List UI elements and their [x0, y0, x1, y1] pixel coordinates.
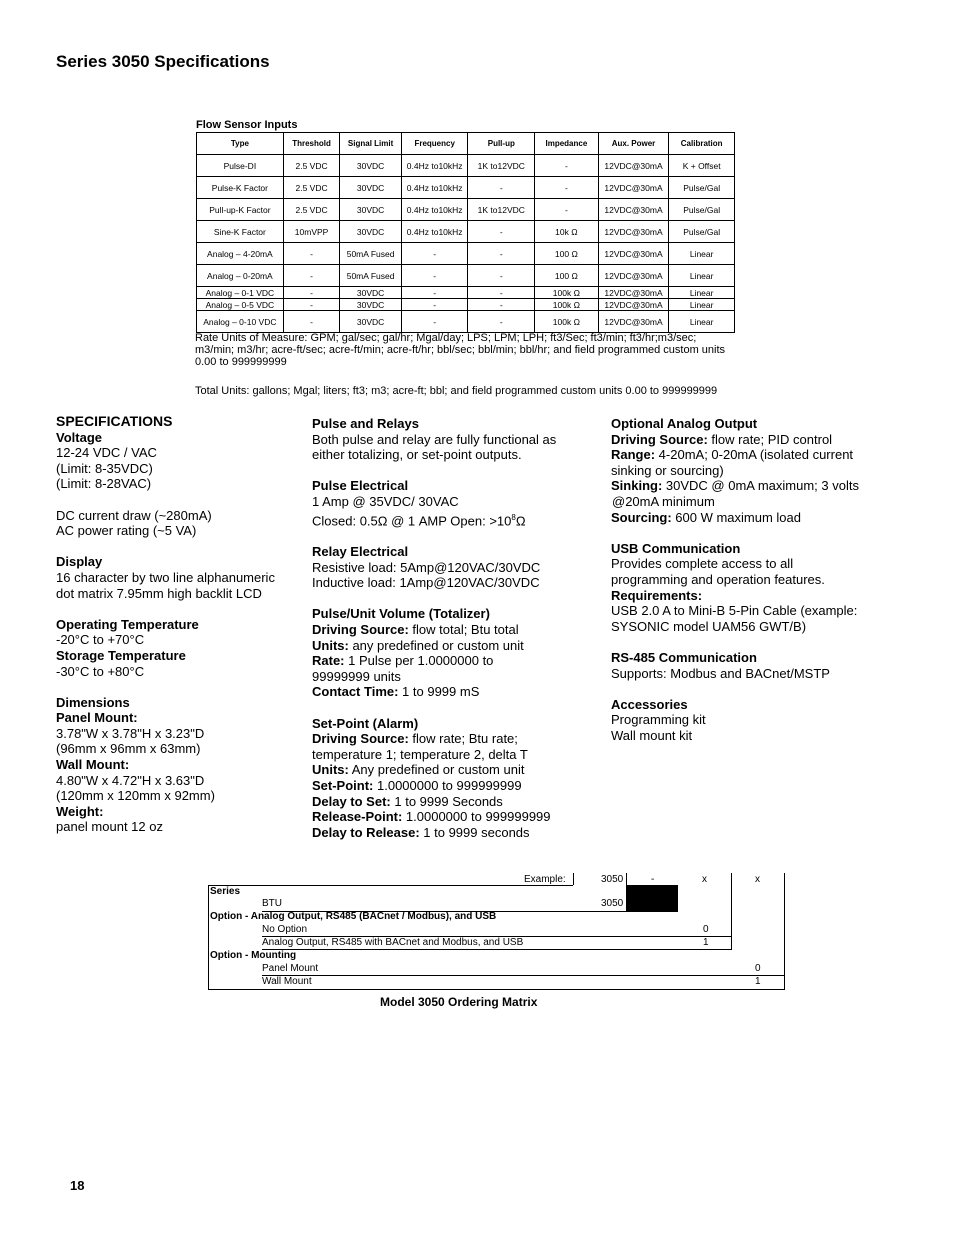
table-cell: 30VDC: [340, 199, 402, 221]
table-cell: 2.5 VDC: [283, 199, 340, 221]
table-row: [197, 221, 735, 243]
storage-temperature-heading: Storage Temperature: [56, 647, 186, 663]
table-cell: 30VDC: [340, 287, 402, 299]
series-code-fill: [626, 885, 678, 912]
pulse-electrical-line-1: 1 Amp @ 35VDC/ 30VAC: [312, 493, 459, 509]
wall-mount-heading: Wall Mount:: [56, 757, 130, 773]
display-heading: Display: [56, 554, 103, 570]
table-cell: Analog – 0-1 VDC: [197, 287, 284, 299]
table-cell: 100k Ω: [535, 287, 599, 299]
table-cell: 100 Ω: [535, 265, 599, 287]
usb-line-2: programming and operation features.: [611, 571, 825, 587]
totalizer-units: Units: any predefined or custom unit: [312, 637, 524, 653]
rate-units-text: Rate Units of Measure: GPM; gal/sec; gal/hr; Mgal/day; LPS; LPM; LPH; ft3/Sec; ft3/min; ft3/hr;m3/sec; m3/min; m3/hr; acre-ft/sec; acre-ft/min; acre-ft/hr; bbl/sec; bbl/min; bbl/hr; and field programmed custom units 0.00 to 999999999: [195, 332, 726, 368]
table-cell: Sine-K Factor: [197, 221, 284, 243]
totalizer-contact-time: Contact Time: 1 to 9999 mS: [312, 684, 480, 700]
relay-electrical-heading: Relay Electrical: [312, 544, 409, 560]
table-cell: -: [283, 299, 340, 311]
setpoint-driving-source: Driving Source: flow rate; Btu rate;: [312, 731, 518, 747]
totalizer-driving-source: Driving Source: flow total; Btu total: [312, 622, 519, 638]
panel-mount-mm: (96mm x 96mm x 63mm): [56, 741, 201, 757]
operating-temperature-heading: Operating Temperature: [56, 616, 199, 632]
units-notes: [195, 332, 735, 397]
dimensions-heading: Dimensions: [56, 694, 130, 710]
no-option-label: No Option: [262, 924, 308, 935]
table-cell: 100 Ω: [535, 243, 599, 265]
table-cell: 100k Ω: [535, 311, 599, 333]
example-x1: x: [702, 874, 707, 885]
table-cell: Pulse/Gal: [669, 199, 735, 221]
table-header-row: [197, 133, 735, 155]
accessory-programming-kit: Programming kit: [611, 712, 706, 728]
table-cell: 12VDC@30mA: [598, 199, 669, 221]
table-cell: Pulse/Gal: [669, 221, 735, 243]
analog-output-heading: Optional Analog Output: [611, 416, 758, 431]
voltage-limit-dc: (Limit: 8-35VDC): [56, 460, 153, 476]
table-cell: Pulse-DI: [197, 155, 284, 177]
table-cell: 1K to12VDC: [468, 199, 535, 221]
panel-mount-label: Panel Mount: [262, 963, 319, 974]
table-cell: -: [535, 199, 599, 221]
column-header: Threshold: [283, 133, 340, 155]
setpoint-release-point: Release-Point: 1.0000000 to 999999999: [312, 809, 551, 825]
table-cell: Pulse/Gal: [669, 177, 735, 199]
page-number: 18: [70, 1178, 85, 1193]
column-header: Signal Limit: [340, 133, 402, 155]
analog-output-driving-source: Driving Source: flow rate; PID control: [611, 431, 833, 447]
table-cell: -: [468, 177, 535, 199]
rs485-heading: RS-485 Communication: [611, 649, 757, 665]
setpoint-units: Units: Any predefined or custom unit: [312, 762, 525, 778]
table-cell: -: [401, 265, 468, 287]
total-units-text: Total Units: gallons; Mgal; liters; ft3; m3; acre-ft; bbl; and field programmed custom units 0.00 to 999999999: [195, 385, 718, 397]
table-cell: Linear: [669, 265, 735, 287]
operating-temperature-value: -20°C to +70°C: [56, 632, 145, 648]
voltage-value: 12-24 VDC / VAC: [56, 445, 157, 461]
example-dash: -: [651, 874, 655, 885]
usb-line-1: Provides complete access to all: [611, 556, 794, 572]
table-cell: 30VDC: [340, 155, 402, 177]
ordering-matrix-caption: Model 3050 Ordering Matrix: [380, 995, 538, 1009]
table-cell: -: [283, 311, 340, 333]
pulse-relays-heading: Pulse and Relays: [312, 416, 419, 431]
table-cell: -: [535, 177, 599, 199]
column-header: Calibration: [669, 133, 735, 155]
pulse-relays-line-2: either totalizing, or set-point outputs.: [312, 447, 522, 463]
relay-inductive-load: Inductive load: 1Amp@120VAC/30VDC: [312, 575, 540, 591]
table-cell: Linear: [669, 243, 735, 265]
wall-mount-mm: (120mm x 120mm x 92mm): [56, 788, 215, 804]
table-cell: -: [468, 299, 535, 311]
analog-option-code: 1: [703, 937, 709, 948]
series-heading: Series: [210, 886, 241, 897]
page-title: Series 3050 Specifications: [56, 52, 270, 71]
table-cell: 12VDC@30mA: [598, 265, 669, 287]
output-communication-column: [611, 416, 911, 743]
table-cell: 50mA Fused: [340, 265, 402, 287]
table-cell: 12VDC@30mA: [598, 311, 669, 333]
setpoint-delay-to-set: Delay to Set: 1 to 9999 Seconds: [312, 793, 503, 809]
table-cell: 30VDC: [340, 311, 402, 333]
table-cell: 12VDC@30mA: [598, 177, 669, 199]
table-cell: -: [468, 221, 535, 243]
table-cell: 12VDC@30mA: [598, 243, 669, 265]
pulse-electrical-heading: Pulse Electrical: [312, 478, 409, 494]
analog-output-sinking-cont: @20mA minimum: [612, 493, 715, 509]
table-cell: -: [283, 265, 340, 287]
example-model: 3050: [601, 874, 624, 885]
table-cell: 30VDC: [340, 177, 402, 199]
table-cell: -: [401, 299, 468, 311]
table-cell: Analog – 4-20mA: [197, 243, 284, 265]
specifications-heading: SPECIFICATIONS: [56, 413, 173, 429]
table-cell: Analog – 0-20mA: [197, 265, 284, 287]
totalizer-rate-cont: 99999999 units: [312, 668, 401, 684]
ac-power-rating: AC power rating (~5 VA): [56, 523, 197, 539]
wall-mount-inches: 4.80"W x 4.72"H x 3.63"D: [56, 772, 205, 788]
table-row: [197, 243, 735, 265]
analog-output-range: Range: 4-20mA; 0-20mA (isolated current: [611, 447, 854, 463]
panel-mount-inches: 3.78"W x 3.78"H x 3.23"D: [56, 725, 205, 741]
pulse-electrical-line-2: Closed: 0.5Ω @ 1 AMP Open: $>10^8\Omega$: [312, 512, 526, 528]
voltage-limit-ac: (Limit: 8-28VAC): [56, 476, 152, 492]
setpoint-driving-source-cont: temperature 1; temperature 2, delta T: [312, 746, 528, 762]
example-x2: x: [755, 874, 760, 885]
storage-temperature-value: -30°C to +80°C: [56, 663, 145, 679]
setpoint-delay-to-release: Delay to Release: 1 to 9999 seconds: [312, 824, 530, 840]
table-cell: Linear: [669, 299, 735, 311]
table-cell: 0.4Hz to10kHz: [401, 155, 468, 177]
table-cell: 100k Ω: [535, 299, 599, 311]
weight-heading: Weight:: [56, 803, 104, 819]
column-header: Frequency: [401, 133, 468, 155]
relay-resistive-load: Resistive load: 5Amp@120VAC/30VDC: [312, 559, 541, 575]
table-row: [197, 311, 735, 333]
weight-value: panel mount 12 oz: [56, 819, 163, 835]
column-header: Aux. Power: [598, 133, 669, 155]
analog-option-label: Analog Output, RS485 with BACnet and Modbus, and USB: [262, 937, 524, 948]
analog-output-sourcing: Sourcing: 600 W maximum load: [611, 509, 801, 525]
ordering-matrix: [208, 873, 785, 990]
example-label: Example:: [524, 874, 566, 885]
table-cell: 12VDC@30mA: [598, 287, 669, 299]
accessories-heading: Accessories: [611, 696, 688, 712]
no-option-code: 0: [703, 924, 709, 935]
table-cell: 30VDC: [340, 299, 402, 311]
table-cell: Analog – 0-5 VDC: [197, 299, 284, 311]
totalizer-heading: Pulse/Unit Volume (Totalizer): [312, 606, 490, 622]
table-cell: -: [468, 243, 535, 265]
voltage-heading: Voltage: [56, 429, 102, 445]
table-cell: Linear: [669, 311, 735, 333]
table-cell: -: [468, 287, 535, 299]
analog-output-range-cont: sinking or sourcing): [611, 462, 724, 478]
table-cell: 50mA Fused: [340, 243, 402, 265]
setpoint-value: Set-Point: 1.0000000 to 999999999: [312, 777, 522, 793]
btu-code: 3050: [601, 898, 624, 909]
table-row: [197, 199, 735, 221]
table-row: [197, 265, 735, 287]
option-analog-heading: Option - Analog Output, RS485 (BACnet / Modbus), and USB: [210, 911, 497, 922]
accessory-wall-mount-kit: Wall mount kit: [611, 727, 693, 743]
table-cell: 30VDC: [340, 221, 402, 243]
table-cell: -: [401, 287, 468, 299]
totalizer-rate: Rate: 1 Pulse per 1.0000000 to: [312, 653, 494, 669]
table-cell: 0.4Hz to10kHz: [401, 177, 468, 199]
display-line-1: 16 character by two line alphanumeric: [56, 569, 275, 585]
table-cell: 12VDC@30mA: [598, 299, 669, 311]
table-cell: -: [283, 287, 340, 299]
pulse-relay-column: [312, 416, 592, 840]
table-cell: Pull-up-K Factor: [197, 199, 284, 221]
usb-line-3: USB 2.0 A to Mini-B 5-Pin Cable (example:: [611, 603, 858, 619]
flow-sensor-caption: Flow Sensor Inputs: [196, 119, 298, 131]
table-cell: -: [401, 311, 468, 333]
wall-mount-label: Wall Mount: [262, 976, 312, 987]
analog-output-sinking: Sinking: 30VDC @ 0mA maximum; 3 volts: [611, 478, 859, 494]
table-cell: 12VDC@30mA: [598, 221, 669, 243]
usb-line-4: SYSONIC model UAM56 GWT/B): [611, 618, 807, 634]
table-cell: 10mVPP: [283, 221, 340, 243]
table-cell: 10k Ω: [535, 221, 599, 243]
usb-requirements-heading: Requirements:: [611, 587, 703, 603]
table-cell: 0.4Hz to10kHz: [401, 199, 468, 221]
panel-mount-heading: Panel Mount:: [56, 710, 138, 726]
display-line-2: dot matrix 7.95mm high backlit LCD: [56, 585, 262, 601]
table-cell: K + Offset: [669, 155, 735, 177]
table-cell: 2.5 VDC: [283, 155, 340, 177]
table-cell: Linear: [669, 287, 735, 299]
dc-current-draw: DC current draw (~280mA): [56, 507, 212, 523]
column-header: Impedance: [535, 133, 599, 155]
table-row: [197, 299, 735, 311]
table-cell: Pulse-K Factor: [197, 177, 284, 199]
specifications-column: [56, 414, 296, 835]
table-cell: -: [468, 311, 535, 333]
table-cell: -: [468, 265, 535, 287]
table-row: [197, 155, 735, 177]
table-cell: -: [535, 155, 599, 177]
table-row: [197, 177, 735, 199]
rs485-line: Supports: Modbus and BACnet/MSTP: [611, 665, 830, 681]
pulse-relays-line-1: Both pulse and relay are fully functional as: [312, 431, 557, 447]
table-cell: 1K to12VDC: [468, 155, 535, 177]
flow-sensor-table: [196, 132, 735, 333]
table-cell: -: [401, 243, 468, 265]
usb-heading: USB Communication: [611, 540, 741, 556]
table-cell: Analog – 0-10 VDC: [197, 311, 284, 333]
panel-mount-code: 0: [755, 963, 761, 974]
table-cell: 12VDC@30mA: [598, 155, 669, 177]
table-cell: 2.5 VDC: [283, 177, 340, 199]
table-cell: -: [283, 243, 340, 265]
column-header: Pull-up: [468, 133, 535, 155]
btu-label: BTU: [262, 898, 282, 909]
column-header: Type: [197, 133, 284, 155]
option-mounting-heading: Option - Mounting: [210, 950, 297, 961]
table-cell: 0.4Hz to10kHz: [401, 221, 468, 243]
table-row: [197, 287, 735, 299]
wall-mount-code: 1: [755, 976, 761, 987]
setpoint-heading: Set-Point (Alarm): [312, 715, 419, 731]
